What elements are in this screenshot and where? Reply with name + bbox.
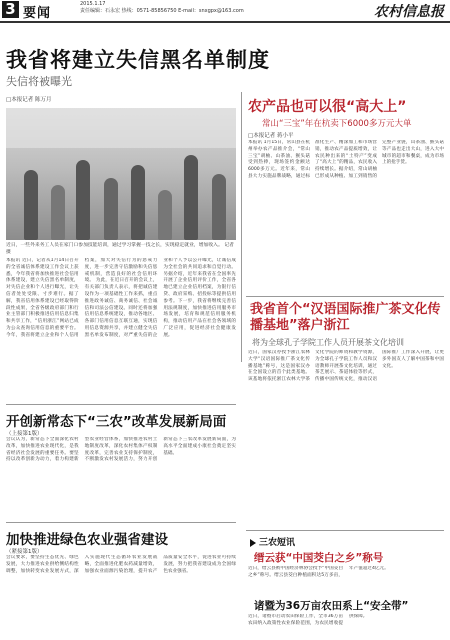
agri-headline: 加快推进绿色农业强省建设	[6, 532, 168, 548]
brief1-body: 近日，缙云县被中国经济林协会授予“中国茭白之乡”称号。缙云县茭白种植面积达5万多亩，年产值超过4亿元。	[248, 566, 389, 578]
farm-subheadline: 常山“三宝”年在杭卖下6000多万元大单	[262, 119, 412, 129]
section-rule	[246, 296, 444, 297]
brief2-headline: 诸暨为36万亩农田系上“安全带”	[254, 600, 409, 612]
section-rule-2	[6, 404, 236, 405]
base-body: 近日，国家汉办授予浙江农林大学“汉语国际推广茶文化传播基地”称号，这是国家汉办在全国设立的首个此类基地。该基地将依托浙江农林大学茶文化学院的师资和教学资源，为全球孔子学院工作人员和汉语教师开展茶文化培训，通过茶艺展示、茶道体验等形式，传播中国传统文化，推动汉语国际推广工作深入开展，让更多外国友人了解中国茶和中国文化。	[248, 350, 444, 383]
photo-caption: 近日，一些外来务工人员在家门口参加技能培训，通过学习掌握一技之长，实现稳定就业，增加收入。 记者 摄	[6, 243, 234, 255]
editor-contact: 责任编辑：石永宏 热线：0571-85856750 E-mail：snxgpx@163.com	[80, 8, 244, 14]
main-body-top	[6, 103, 76, 107]
brief2-body: 近日，诸暨市启动农田保险工作，全市36万亩农田纳入政策性农业保险范围，为农民增收提供保障。	[248, 614, 368, 626]
base-subheadline: 将为全球孔子学院工作人员开展茶文化培训	[252, 338, 404, 347]
main-body	[6, 258, 236, 400]
base-headline: 我省首个“汉语国际推广茶文化传播基地”落户浙江	[250, 302, 441, 333]
agri-byline: （紧接第1版）	[6, 549, 43, 555]
reform-byline: （上接第1版）	[6, 431, 43, 437]
column-divider	[241, 92, 242, 362]
header-rule	[0, 21, 450, 23]
farm-body: 本报讯 1月15日，常山县在杭州举办农产品推介会，“常山三宝”胡柚、山茶油、猴头菇受到热捧，现场签约金额达6000多万元。近年来，常山县大力实施品牌战略，通过标准化生产、精深加工和市场营销，推动农产品提质增效，让农民种出来的“土特产”变成了“高大上”的精品，农民收入持续增长。据介绍，常山胡柚已形成从种植、加工到销售的完整产业链，山茶油、猴头菇等产品也走出大山，进入大中城市的超市和餐桌，成为市场上的抢手货。	[248, 140, 444, 179]
section-rule-4	[246, 530, 444, 531]
section-rule-3	[6, 522, 236, 523]
reform-body: 会议认为，新常态下全面深化农村改革，加快推进农业现代化，是我省经济社会发展的重要任务。要坚持以改革创新为动力，着力构建新型农业经营体系，加快推进农村土地制度改革，深化农村集体产权制度改革，完善农业支持保护制度，不断激发农村发展活力，努力开创新常态下三农改革发展新局面，为高水平全面建成小康社会奠定坚实基础。	[6, 437, 236, 463]
main-headline: 我省将建立失信黑名单制度	[6, 48, 270, 72]
section-title: 要闻	[23, 6, 52, 21]
main-body-col1: 本报讯 近日，记者从1月14日召开的全省诚信体系建设工作会议上获悉，今年我省将加快推进社会信用体系建设，建立失信黑名单制度，对失信企业和个人进行曝光，让失信者处处受限、寸步难行。据了解，我省信用体系建设已经取得阶段性成果，全省各级政府部门和行业主管部门积极推进信用信息归集和共享工作，“信用浙江”网站已成为公众查询信用信息的重要平台。今年，我省将建立企业和个人信用档案，加大对失信行为的惩戒力度，进一步完善守信激励和失信惩戒机制，营造良好的社会信用环境。	[6, 258, 158, 338]
brief1-headline: 缙云获“中国茭白之乡”称号	[254, 552, 384, 564]
issue-date: 2015.1.17	[80, 1, 106, 7]
main-byline: □本报记者 陈万月	[6, 97, 52, 103]
farm-headline: 农产品也可以很“高大上”	[248, 99, 407, 115]
main-body-col2: 为此，在近日召开的会议上，有关部门负责人表示，将把诚信建设作为一项基础性工作来抓，重点推进政务诚信、商务诚信、社会诚信和司法公信建设。同时还将加强信用信息系统建设，推动各地区、各部门信用信息互联互通，实现信用信息资源共享，并建立健全失信黑名单发布制度，对严重失信的企业和个人予以公开曝光，让诚信成为全社会的共同追求和自觉行动。	[84, 258, 236, 338]
agri-body: 会议要求，要坚持生态优先、绿色发展，大力推进农业供给侧结构性调整，加快转变农业发展方式，深入实施现代生态循环农业发展战略，全面推进化肥农药减量增效，加强农业面源污染治理，提升农产品质量安全水平，促进农业可持续发展，努力把我省建设成为全国绿色农业强省。	[6, 555, 236, 574]
page-number: 3	[2, 1, 19, 18]
main-body-col3: 另据介绍，近年来我省在全国率先开展了企业信用评价工作，全省各地已建立企业信用档案，为银行信贷、政府采购、招投标等提供信用参考。下一步，我省将继续完善信用法规制度，加快推进信用服务市场发展，培育和规范信用服务机构，推动信用产品在社会各领域的广泛应用，促进经济社会健康发展。	[163, 271, 236, 338]
masthead-logo: 农村信息报	[374, 4, 444, 20]
brief-label: 三农短讯	[250, 535, 295, 548]
news-photo	[6, 108, 236, 240]
reform-headline: 开创新常态下“三农”改革发展新局面	[6, 414, 227, 430]
page-header	[0, 0, 450, 20]
photo-credit: 记者 摄	[6, 243, 234, 255]
farm-byline: □本报记者 蒋小平	[248, 133, 294, 139]
main-subheadline: 失信将被曝光	[6, 75, 72, 88]
triangle-icon	[250, 539, 256, 547]
header-meta	[80, 1, 244, 15]
